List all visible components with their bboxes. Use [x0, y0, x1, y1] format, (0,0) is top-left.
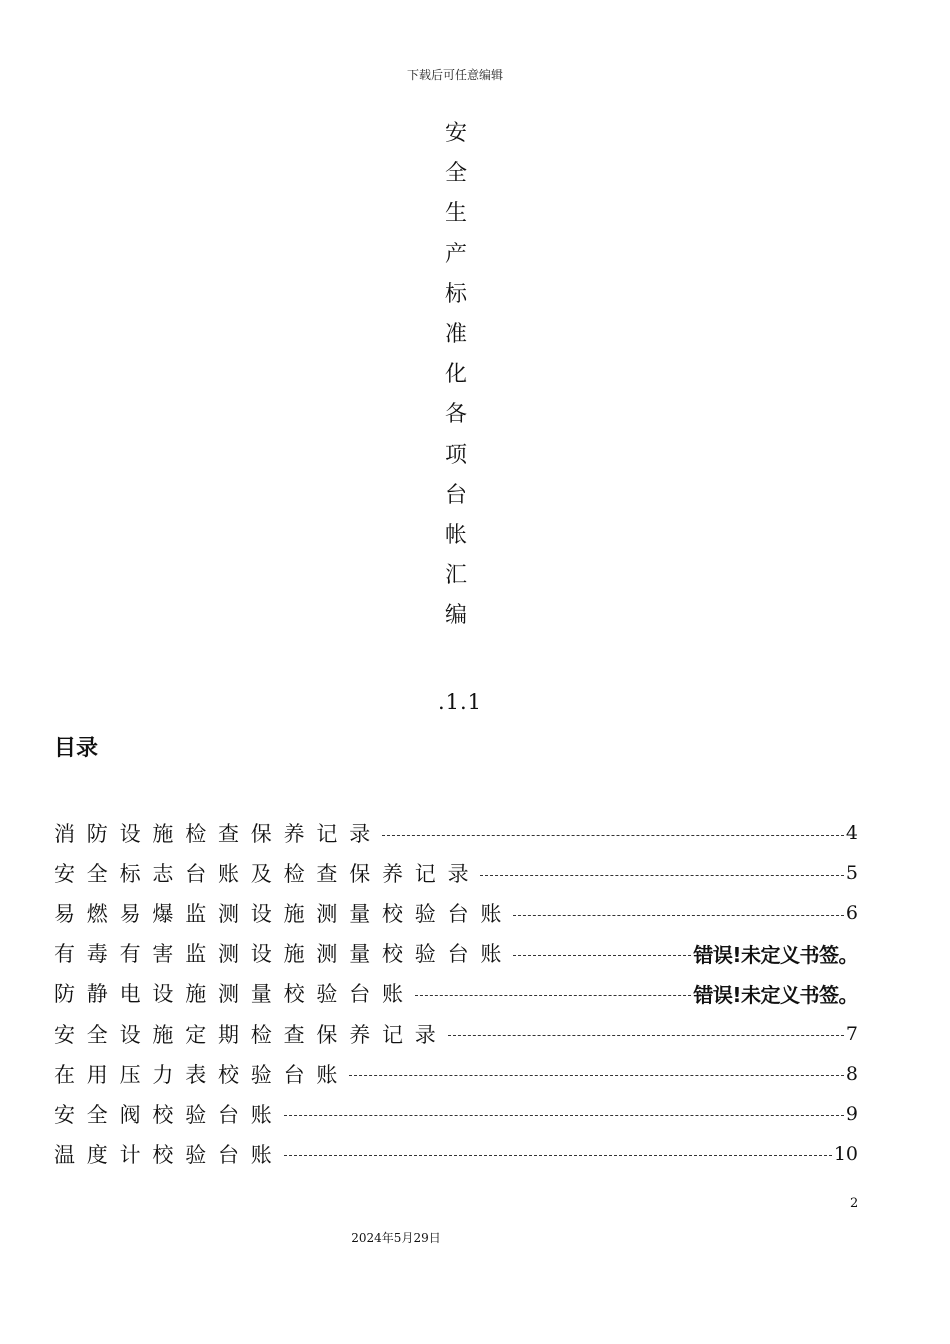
toc-leader — [513, 915, 844, 916]
toc-entry[interactable] — [54, 1054, 858, 1094]
toc-entry-page: 8 — [845, 1062, 858, 1085]
toc-entry-page: 5 — [845, 862, 858, 885]
title-char: 标 — [444, 281, 467, 307]
toc-entry-label: 防静电设施测量校验台账 — [54, 982, 415, 1007]
title-char: 产 — [444, 241, 467, 267]
toc-entry[interactable] — [54, 1013, 858, 1053]
toc-entry-page: 4 — [845, 822, 858, 845]
toc-entry-label: 消防设施检查保养记录 — [54, 822, 382, 847]
title-char: 各 — [444, 402, 467, 428]
toc-entry-label: 有毒有害监测设施测量校验台账 — [54, 942, 514, 967]
title-char: 化 — [444, 362, 467, 388]
toc-entry[interactable] — [54, 853, 858, 893]
footer-date: 2024年5月29日 — [351, 1231, 441, 1245]
page-header: 下载后可任意编辑 — [406, 68, 503, 82]
toc-entry-page: 10 — [833, 1142, 858, 1165]
title-char: 汇 — [444, 563, 467, 589]
toc-entry-page: 9 — [845, 1102, 858, 1125]
toc-entry-page: 7 — [845, 1022, 858, 1045]
toc-entry-page: 6 — [845, 902, 858, 925]
version-number: .1.1 — [437, 690, 483, 714]
page-number: 2 — [850, 1196, 859, 1211]
title-char: 台 — [444, 482, 467, 508]
toc-heading: 目录 — [54, 736, 99, 761]
toc-entry[interactable] — [54, 813, 858, 853]
toc-entry-label: 安全设施定期检查保养记录 — [54, 1022, 448, 1047]
toc-leader — [448, 1035, 844, 1036]
table-of-contents — [54, 813, 858, 1174]
toc-entry-label: 在用压力表校验台账 — [54, 1062, 350, 1087]
title-char: 准 — [444, 321, 467, 347]
toc-entry-label: 易燃易爆监测设施测量校验台账 — [54, 902, 514, 927]
toc-leader — [284, 1155, 832, 1156]
title-char: 生 — [444, 201, 467, 227]
title-char: 项 — [444, 442, 467, 468]
toc-entry-label: 温度计校验台账 — [54, 1142, 284, 1167]
title-char: 安 — [444, 121, 467, 146]
toc-entry[interactable] — [54, 1094, 858, 1134]
toc-leader — [415, 995, 692, 996]
title-char: 编 — [444, 603, 467, 629]
toc-entry-label: 安全标志台账及检查保养记录 — [54, 862, 481, 887]
toc-leader — [284, 1115, 844, 1116]
document-title — [440, 114, 472, 636]
toc-entry-page-error: 错误!未定义书签。 — [693, 942, 858, 967]
title-char: 全 — [444, 161, 467, 187]
toc-entry[interactable] — [54, 893, 858, 933]
toc-leader — [480, 875, 844, 876]
toc-entry[interactable] — [54, 1134, 858, 1174]
toc-entry[interactable] — [54, 973, 858, 1013]
toc-leader — [349, 1075, 844, 1076]
title-char: 帐 — [444, 522, 467, 548]
toc-leader — [382, 835, 844, 836]
toc-entry-page-error: 错误!未定义书签。 — [693, 982, 858, 1007]
toc-entry[interactable] — [54, 933, 858, 973]
toc-leader — [513, 955, 691, 956]
toc-entry-label: 安全阀校验台账 — [54, 1102, 284, 1127]
